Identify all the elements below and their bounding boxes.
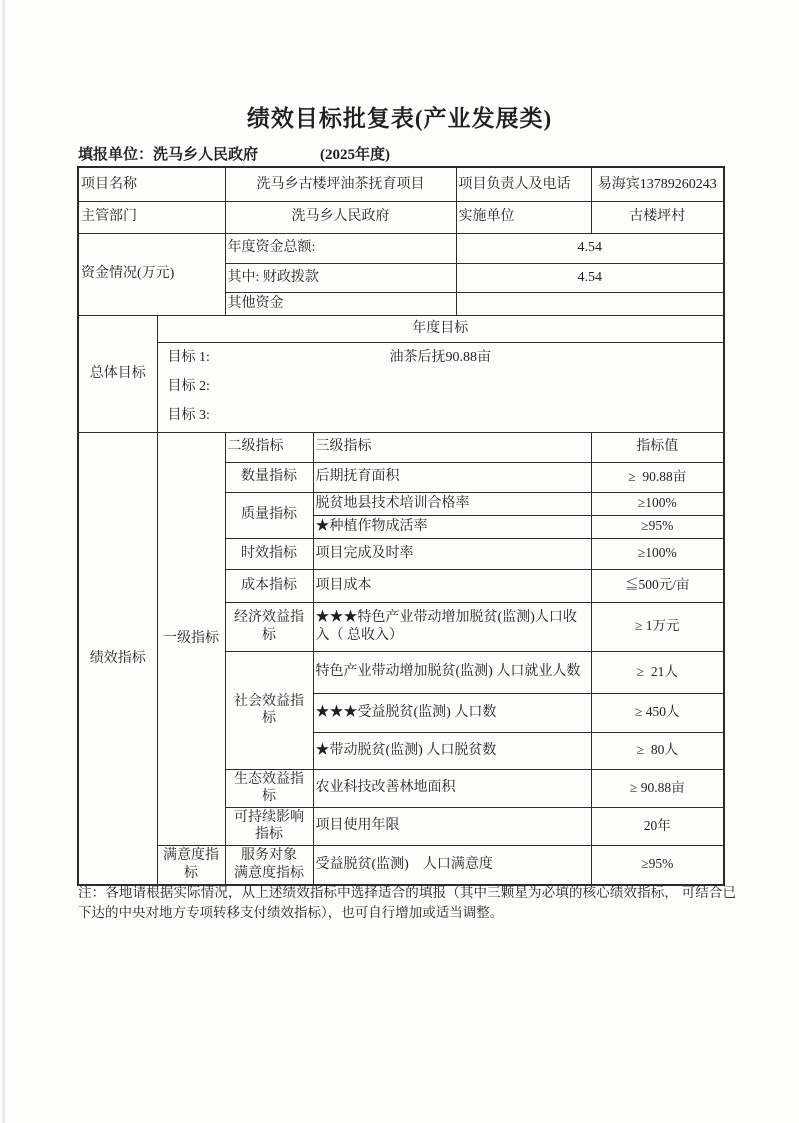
level3-header: 三级指标: [313, 432, 591, 462]
indicator-name: 后期抚育面积: [313, 462, 591, 492]
sustainable-impact-indicator-label: 可持续影响指标: [225, 807, 313, 845]
cost-indicator-label: 成本指标: [225, 569, 313, 602]
quality-indicator-label: 质量指标: [225, 492, 313, 538]
indicator-name: 项目使用年限: [313, 807, 591, 845]
goal-line-2: [160, 373, 722, 402]
indicator-name: 脱贫地县技术培训合格率: [313, 492, 591, 515]
indicator-name: 特色产业带动增加脱贫(监测) 人口就业人数: [313, 651, 591, 693]
project-leader-value: 易海宾13789260243: [591, 167, 724, 201]
indicator-name: ★种植作物成活率: [313, 515, 591, 538]
indicator-name: ★★★受益脱贫(监测) 人口数: [313, 693, 591, 732]
project-name-label: 项目名称: [78, 167, 225, 201]
impl-unit-value: 古楼坪村: [591, 201, 724, 233]
indicator-value: ≥100%: [591, 538, 724, 569]
level1-indicator-label: 一级指标: [157, 432, 225, 845]
indicator-name: 项目成本: [313, 569, 591, 602]
table-row: [78, 167, 724, 201]
year-label: (2025年度): [320, 147, 390, 163]
table-row: [78, 201, 724, 233]
level2-header: 二级指标: [225, 432, 313, 462]
indicator-name: ★★★特色产业带动增加脱贫(监测)人口收入（ 总收入）: [313, 602, 591, 651]
project-leader-label: 项目负责人及电话: [456, 167, 591, 201]
dept-label: 主管部门: [78, 201, 225, 233]
indicator-value: ≥ 90.88亩: [591, 462, 724, 492]
indicator-value: ≥ 21人: [591, 651, 724, 693]
table-row: [78, 432, 724, 462]
footnote: 注：各地请根据实际情况，从上述绩效指标中选择适合的填报（其中三颗星为必填的核心绩效指标， 可结合已下达的中央对地方专项转移支付绩效指标），也可自行增加或适当调整。: [78, 885, 736, 921]
funds-section-label: 资金情况(万元): [78, 233, 225, 315]
table-row: [78, 845, 724, 885]
goals-cell: [157, 342, 724, 432]
indicator-name: 项目完成及时率: [313, 538, 591, 569]
funds-total-value: 4.54: [456, 233, 724, 263]
goal-1-label: 目标 1:: [167, 350, 210, 366]
value-header: 指标值: [591, 432, 724, 462]
overall-goal-label: 总体目标: [78, 315, 157, 432]
indicator-value: ≥ 1万元: [591, 602, 724, 651]
goal-line-3: [160, 402, 722, 431]
indicator-value: ≥ 90.88亩: [591, 769, 724, 807]
funds-fiscal-value: 4.54: [456, 263, 724, 292]
indicator-value: ≥95%: [591, 845, 724, 885]
goal-line-1: [160, 344, 722, 373]
goal-3-label: 目标 3:: [167, 408, 210, 424]
service-object-satisfaction-label: 服务对象 满意度指标: [225, 845, 313, 885]
indicator-value: ≥ 80人: [591, 732, 724, 769]
goal-2-label: 目标 2:: [167, 379, 210, 395]
indicator-value: ≥ 450人: [591, 693, 724, 732]
annual-goal-header: 年度目标: [157, 315, 724, 342]
fill-unit-label: 填报单位：洗马乡人民政府: [78, 147, 259, 163]
indicator-value: 20年: [591, 807, 724, 845]
funds-fiscal-label: 其中: 财政拨款: [225, 263, 456, 292]
performance-target-table: [77, 166, 725, 886]
table-row: [78, 342, 724, 432]
impl-unit-label: 实施单位: [456, 201, 591, 233]
timeliness-indicator-label: 时效指标: [225, 538, 313, 569]
indicator-value: ≥100%: [591, 492, 724, 515]
page-title: 绩效目标批复表(产业发展类): [246, 106, 553, 131]
indicators-section-label: 绩效指标: [78, 432, 157, 885]
ecological-benefit-indicator-label: 生态效益指标: [225, 769, 313, 807]
table-row: [78, 315, 724, 342]
funds-other-label: 其他资金: [225, 292, 456, 315]
indicator-value: ≥95%: [591, 515, 724, 538]
goal-1-value: 油茶后抚90.88亩: [389, 350, 491, 366]
table-row: [78, 233, 724, 263]
economic-benefit-indicator-label: 经济效益指标: [225, 602, 313, 651]
funds-total-label: 年度资金总额:: [225, 233, 456, 263]
project-name-value: 洗马乡古楼坪油茶抚育项目: [225, 167, 456, 201]
indicator-value: ≦500元/亩: [591, 569, 724, 602]
indicator-name: 农业科技改善林地面积: [313, 769, 591, 807]
quantity-indicator-label: 数量指标: [225, 462, 313, 492]
indicator-name: 受益脱贫(监测) 人口满意度: [313, 845, 591, 885]
funds-other-value: [456, 292, 724, 315]
scan-edge-artifact: [2, 0, 5, 1123]
satisfaction-indicator-label: 满意度指标: [157, 845, 225, 885]
social-benefit-indicator-label: 社会效益指标: [225, 651, 313, 769]
indicator-name: ★带动脱贫(监测) 人口脱贫数: [313, 732, 591, 769]
dept-value: 洗马乡人民政府: [225, 201, 456, 233]
